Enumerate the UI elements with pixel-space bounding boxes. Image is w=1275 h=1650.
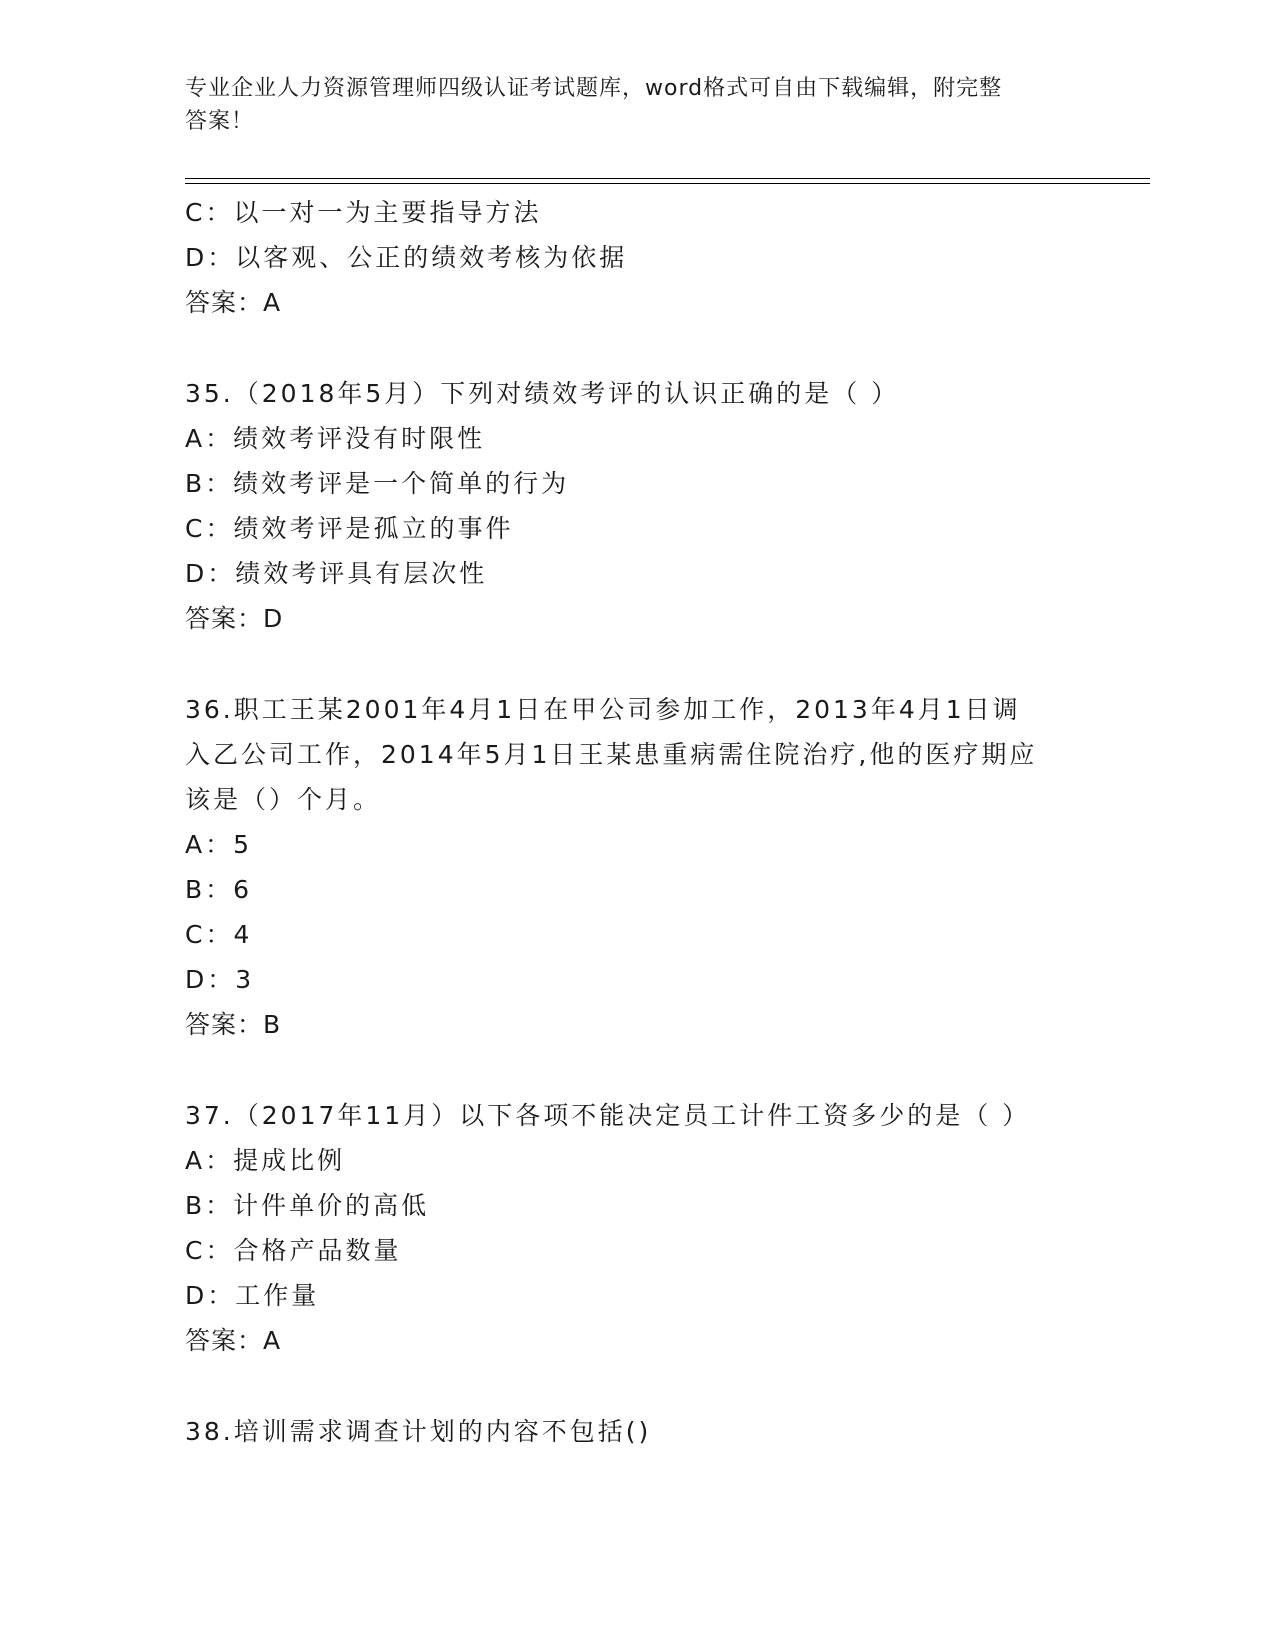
header-line-2: 答案！ — [185, 109, 255, 134]
page-header — [185, 72, 1085, 138]
option-c: C：绩效考评是孤立的事件 — [185, 514, 514, 543]
option-c: C：合格产品数量 — [185, 1236, 402, 1265]
question-37 — [185, 1093, 1085, 1363]
option-a: A：5 — [185, 830, 253, 859]
question-carryover — [185, 190, 1085, 325]
header-line-1: 专业企业人力资源管理师四级认证考试题库，word格式可自由下载编辑，附完整 — [185, 76, 1003, 101]
option-a: A：提成比例 — [185, 1146, 346, 1175]
option-d: D：以客观、公正的绩效考核为依据 — [185, 243, 628, 272]
option-b: B：计件单价的高低 — [185, 1191, 430, 1220]
option-d: D：3 — [185, 965, 255, 994]
option-b: B：绩效考评是一个简单的行为 — [185, 469, 570, 498]
option-a: A：绩效考评没有时限性 — [185, 424, 486, 453]
question-38 — [185, 1409, 1085, 1454]
answer-line: 答案：A — [185, 288, 282, 317]
question-stem: 37.（2017年11月）以下各项不能决定员工计件工资多少的是（ ） — [185, 1101, 1031, 1130]
question-list — [185, 190, 1085, 1500]
option-c: C：以一对一为主要指导方法 — [185, 198, 542, 227]
option-d: D：绩效考评具有层次性 — [185, 559, 488, 588]
option-b: B：6 — [185, 875, 253, 904]
answer-line: 答案：A — [185, 1326, 282, 1355]
header-divider-bottom — [185, 183, 1150, 184]
answer-line: 答案：B — [185, 1010, 282, 1039]
header-divider-top — [185, 178, 1150, 179]
question-stem-line-1: 36.职工王某2001年4月1日在甲公司参加工作，2013年4月1日调 — [185, 695, 1021, 724]
question-stem: 38.培训需求调查计划的内容不包括() — [185, 1417, 652, 1446]
question-stem-line-3: 该是（）个月。 — [185, 785, 382, 814]
question-35 — [185, 371, 1085, 641]
question-36 — [185, 687, 1085, 1047]
question-stem: 35.（2018年5月）下列对绩效考评的认识正确的是（ ） — [185, 379, 900, 408]
answer-line: 答案：D — [185, 604, 284, 633]
option-c: C：4 — [185, 920, 253, 949]
option-d: D：工作量 — [185, 1281, 320, 1310]
question-stem-line-2: 入乙公司工作，2014年5月1日王某患重病需住院治疗,他的医疗期应 — [185, 740, 1038, 769]
